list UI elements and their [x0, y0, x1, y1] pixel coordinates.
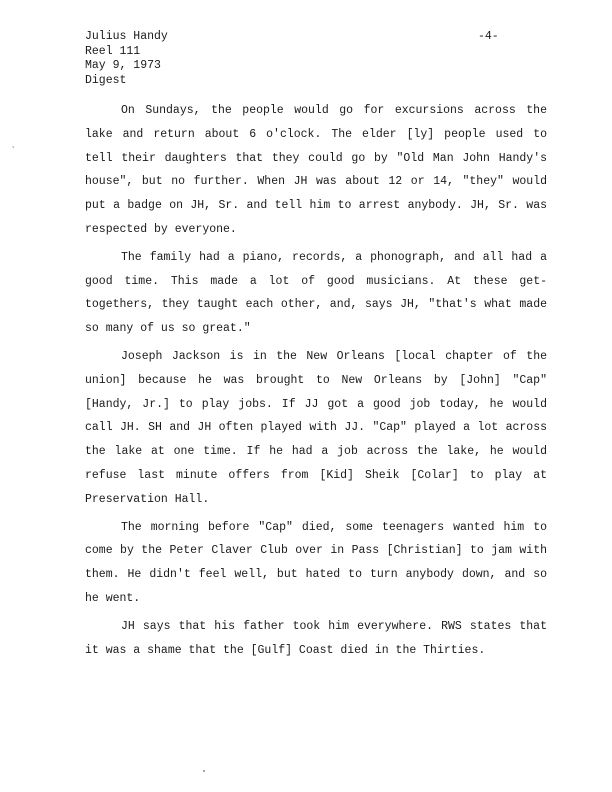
reel-number: Reel 111	[85, 44, 141, 58]
paragraph: On Sundays, the people would go for excursions across the lake and return about 6 o'clock. The elder [ly] people used to tell their daughters that they could go by "Old Man John Handy's house", but no further. When JH was about 12 or 14, "they" would put a badge on JH, Sr. and tell him to arrest anybody. JH, Sr. was respected by everyone.	[85, 104, 547, 236]
paragraph: JH says that his father took him everywhere. RWS states that it was a shame that the [Gulf] Coast died in the Thirties.	[85, 619, 547, 657]
body-text	[85, 99, 547, 666]
paragraph: Joseph Jackson is in the New Orleans [local chapter of the union] because he was brought to New Orleans by [John] "Cap" [Handy, Jr.] to play jobs. If JJ got a good job today, he would call JH. SH and JH often played with JJ. "Cap" played a lot across the lake at one time. If he had a job across the lake, he would refuse last minute offers from [Kid] Sheik [Colar] to play at Preservation Hall.	[85, 349, 547, 506]
margin-mark: `	[5, 145, 17, 158]
interview-date: May 9, 1973	[85, 59, 161, 72]
paragraph: The family had a piano, records, a phonograph, and all had a good time. This made a lot of good musicians. At these get-togethers, they taught each other, and, says JH, "that's what made so many of us so great."	[85, 250, 547, 336]
document-header	[85, 30, 168, 88]
paragraph: The morning before "Cap" died, some teenagers wanted him to come by the Peter Claver Club over in Pass [Christian] to jam with them. He didn't feel well, but hated to turn anybody down, and so he went.	[85, 520, 547, 605]
interviewee-name: Julius Handy	[85, 30, 168, 43]
document-type: Digest	[85, 73, 127, 87]
page-number: -4-	[478, 30, 499, 43]
scan-speck	[203, 770, 205, 772]
